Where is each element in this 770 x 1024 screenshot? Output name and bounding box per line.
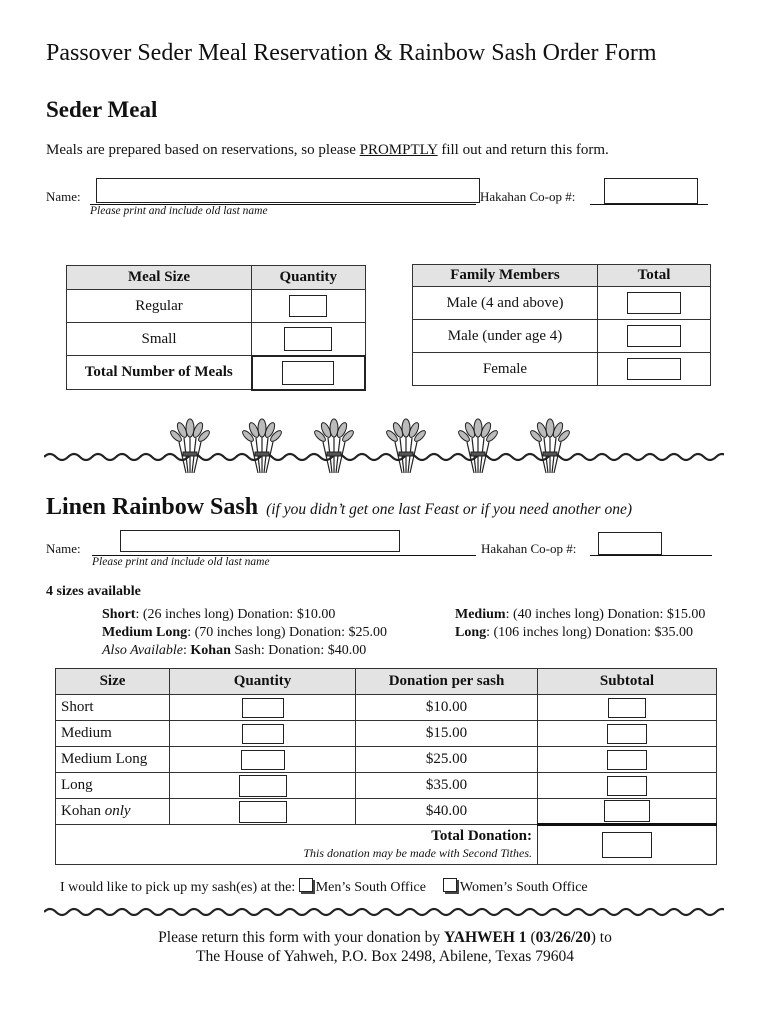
meal-total-qty-input[interactable]	[282, 361, 334, 385]
size-also-sep: :	[183, 643, 191, 658]
size-also-label: Also Available	[102, 643, 184, 658]
sash-medlong-subtotal-input[interactable]	[607, 750, 647, 770]
footer-line1-before: Please return this form with your donation by	[158, 929, 445, 946]
table-row	[56, 747, 717, 773]
pickup-label: I would like to pick up my sash(es) at the:	[60, 880, 296, 895]
meal-quantity-header: Quantity	[252, 266, 366, 290]
footer-line1	[0, 928, 770, 947]
family-members-header: Family Members	[413, 265, 598, 287]
seder-intro-before: Meals are prepared based on reservations, so please	[46, 142, 360, 158]
size-kohan-desc: Sash: Donation: $40.00	[230, 643, 367, 658]
meal-size-table	[66, 265, 366, 391]
wheat-sheaf-icon	[170, 418, 210, 483]
meal-size-header: Meal Size	[67, 266, 252, 290]
sash-name-label: Name:	[46, 541, 81, 556]
size-kohan-name: Kohan	[190, 643, 231, 658]
sash-row-size: Medium Long	[61, 751, 148, 767]
table-row	[56, 773, 717, 799]
footer-deadline-name: YAHWEH 1	[444, 929, 527, 946]
sash-short-subtotal-input[interactable]	[608, 698, 646, 718]
sash-row-size-suffix: only	[104, 803, 131, 819]
size-short-desc: : (26 inches long) Donation: $10.00	[135, 607, 336, 622]
meal-small-qty-input[interactable]	[284, 327, 332, 351]
wheat-sheaf-icon	[242, 418, 282, 483]
seder-name-hint: Please print and include old last name	[90, 205, 268, 217]
sash-size-header: Size	[56, 669, 170, 695]
wave-divider-top	[44, 450, 724, 464]
sash-quantity-header: Quantity	[170, 669, 356, 695]
sash-long-subtotal-input[interactable]	[607, 776, 647, 796]
mens-office-label: Men’s South Office	[315, 880, 426, 895]
family-total-header: Total	[598, 265, 711, 287]
sash-coop-label: Hakahan Co-op #:	[481, 541, 577, 556]
sizes-info-left	[102, 606, 387, 660]
size-medium-name: Medium	[455, 607, 506, 622]
size-medium-desc: : (40 inches long) Donation: $15.00	[505, 607, 706, 622]
seder-intro-emph: PROMPTLY	[359, 142, 438, 158]
seder-coop-underline	[590, 204, 708, 205]
size-medlong-name: Medium Long	[102, 625, 188, 640]
footer-deadline-date: 03/26/20	[535, 929, 591, 946]
size-long-name: Long	[455, 625, 487, 640]
sash-heading-row	[46, 494, 632, 521]
sizes-heading: 4 sizes available	[46, 584, 141, 599]
sash-name-field[interactable]	[120, 530, 400, 552]
wave-divider-bottom	[44, 905, 724, 919]
table-row	[56, 721, 717, 747]
wheat-sheaf-icon	[386, 418, 426, 483]
footer-paren-open: (	[526, 929, 536, 946]
womens-office-label: Women’s South Office	[459, 880, 588, 895]
sizes-info-right	[455, 606, 705, 642]
footer-address: The House of Yahweh, P.O. Box 2498, Abilene, Texas 79604	[196, 948, 574, 965]
sash-row-size: Short	[61, 699, 94, 715]
sash-row-size: Medium	[61, 725, 112, 741]
meal-row-regular: Regular	[67, 290, 252, 323]
seder-intro	[46, 142, 609, 159]
table-row	[56, 799, 717, 825]
total-donation-note: This donation may be made with Second Tithes.	[303, 845, 532, 860]
sash-row-price: $25.00	[356, 747, 538, 773]
wheat-sheaf-icon	[314, 418, 354, 483]
family-row-male-under4: Male (under age 4)	[413, 320, 598, 353]
seder-name-label: Name:	[46, 189, 81, 204]
sash-row-price: $10.00	[356, 695, 538, 721]
sash-kohan-qty-input[interactable]	[239, 801, 287, 823]
sash-row-price: $35.00	[356, 773, 538, 799]
table-row	[56, 695, 717, 721]
sash-subheading: (if you didn’t get one last Feast or if you need another one)	[266, 501, 632, 518]
meal-regular-qty-input[interactable]	[289, 295, 327, 317]
seder-coop-label: Hakahan Co-op #:	[480, 189, 576, 204]
family-male-under4-input[interactable]	[627, 325, 681, 347]
size-medlong-desc: : (70 inches long) Donation: $25.00	[187, 625, 388, 640]
sash-medlong-qty-input[interactable]	[241, 750, 285, 770]
wheat-sheaf-icon	[458, 418, 498, 483]
sash-coop-field[interactable]	[598, 532, 662, 555]
seder-coop-field[interactable]	[604, 178, 698, 204]
meal-row-total: Total Number of Meals	[67, 356, 252, 390]
family-members-table	[412, 264, 711, 386]
page-title: Passover Seder Meal Reservation & Rainbow Sash Order Form	[46, 40, 657, 66]
sash-order-table	[55, 668, 717, 865]
meal-row-small: Small	[67, 323, 252, 356]
sash-medium-qty-input[interactable]	[242, 724, 284, 744]
size-short-name: Short	[102, 607, 136, 622]
sash-subtotal-header: Subtotal	[538, 669, 717, 695]
family-female-input[interactable]	[627, 358, 681, 380]
sash-row-size: Long	[61, 777, 93, 793]
sash-row-price: $40.00	[356, 799, 538, 825]
sash-name-hint: Please print and include old last name	[92, 556, 270, 568]
seder-heading: Seder Meal	[46, 97, 158, 122]
sash-kohan-subtotal-input[interactable]	[604, 800, 650, 822]
seder-name-field[interactable]	[96, 178, 480, 203]
footer-line1-after: ) to	[590, 929, 612, 946]
pickup-row	[60, 878, 588, 896]
footer	[0, 928, 770, 966]
family-row-male-4plus: Male (4 and above)	[413, 287, 598, 320]
sash-donation-header: Donation per sash	[356, 669, 538, 695]
family-row-female: Female	[413, 353, 598, 386]
wheat-sheaf-icon	[530, 418, 570, 483]
sash-row-price: $15.00	[356, 721, 538, 747]
sash-row-size: Kohan	[61, 803, 105, 819]
seder-intro-after: fill out and return this form.	[437, 142, 609, 158]
sash-long-qty-input[interactable]	[239, 775, 287, 797]
family-male-4plus-input[interactable]	[627, 292, 681, 314]
sash-heading: Linen Rainbow Sash	[46, 494, 259, 520]
mens-office-checkbox[interactable]	[299, 878, 313, 892]
total-donation-label: Total Donation:	[431, 827, 532, 844]
sash-medium-subtotal-input[interactable]	[607, 724, 647, 744]
sash-coop-underline	[590, 555, 712, 556]
sash-short-qty-input[interactable]	[242, 698, 284, 718]
size-long-desc: : (106 inches long) Donation: $35.00	[486, 625, 693, 640]
womens-office-checkbox[interactable]	[443, 878, 457, 892]
total-donation-input[interactable]	[602, 832, 652, 858]
